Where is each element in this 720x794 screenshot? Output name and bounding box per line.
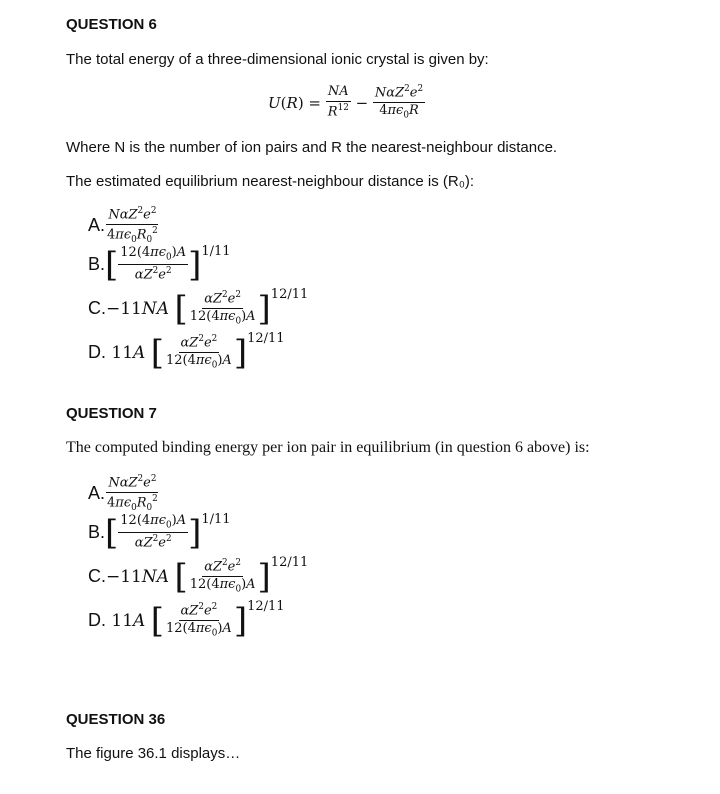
question-6-intro: The total energy of a three-dimensional ionic crystal is given by:: [66, 51, 489, 68]
energy-equation: U(R) = $\frac{NA}{R^{12}}$ − $\frac{N\alpha Z^2e^2}{4\pi\epsilon_0R}$: [268, 83, 424, 121]
q7-option-c[interactable]: C. −11NA [ $\frac{\alpha Z^2e^2}{12(4\pi\epsilon_0)A}$ ] 12/11: [88, 555, 309, 597]
question-6-title: QUESTION 6: [66, 16, 157, 33]
q7-option-d-label: D.: [88, 610, 106, 630]
q7-option-c-label: C.: [88, 566, 106, 586]
question-6-estimated: The estimated equilibrium nearest-neighbour distance is (R₀):: [66, 173, 475, 190]
q7-option-b-label: B.: [88, 522, 106, 542]
q6-option-c[interactable]: C. −11NA [ $\frac{\alpha Z^2e^2}{12(4\pi\epsilon_0)A}$ ] 12/11: [88, 287, 309, 329]
question-36-title: QUESTION 36: [66, 711, 166, 728]
q6-option-a[interactable]: A. $\frac{N\alpha Z^2e^2}{4\pi\epsilon_0R_0^2}$: [88, 206, 158, 246]
q7-option-d[interactable]: D. 11A [ $\frac{\alpha Z^2e^2}{12(4\pi\epsilon_0)A}$ ] 12/11: [88, 599, 285, 641]
q7-option-a-label: A.: [88, 483, 106, 504]
q6-option-b[interactable]: B. [ $\frac{12(4\pi\epsilon_0)A}{\alpha Z^2e^2}$ ] 1/11: [88, 244, 231, 285]
question-7-title: QUESTION 7: [66, 405, 157, 422]
question-36-intro: The figure 36.1 displays…: [66, 745, 241, 762]
q6-option-b-label: B.: [88, 254, 106, 274]
q7-option-b[interactable]: B. [ $\frac{12(4\pi\epsilon_0)A}{\alpha Z^2e^2}$ ] 1/11: [88, 512, 231, 553]
question-7-intro: The computed binding energy per ion pair in equilibrium (in question 6 above) is:: [66, 439, 590, 456]
q6-option-a-label: A.: [88, 215, 106, 236]
q6-option-d-label: D.: [88, 342, 106, 362]
q7-option-a[interactable]: A. $\frac{N\alpha Z^2e^2}{4\pi\epsilon_0R_0^2}$: [88, 474, 158, 514]
question-6-where: Where N is the number of ion pairs and R the nearest-neighbour distance.: [66, 139, 558, 156]
q6-option-d[interactable]: D. 11A [ $\frac{\alpha Z^2e^2}{12(4\pi\epsilon_0)A}$ ] 12/11: [88, 331, 285, 373]
q6-option-c-label: C.: [88, 298, 106, 318]
